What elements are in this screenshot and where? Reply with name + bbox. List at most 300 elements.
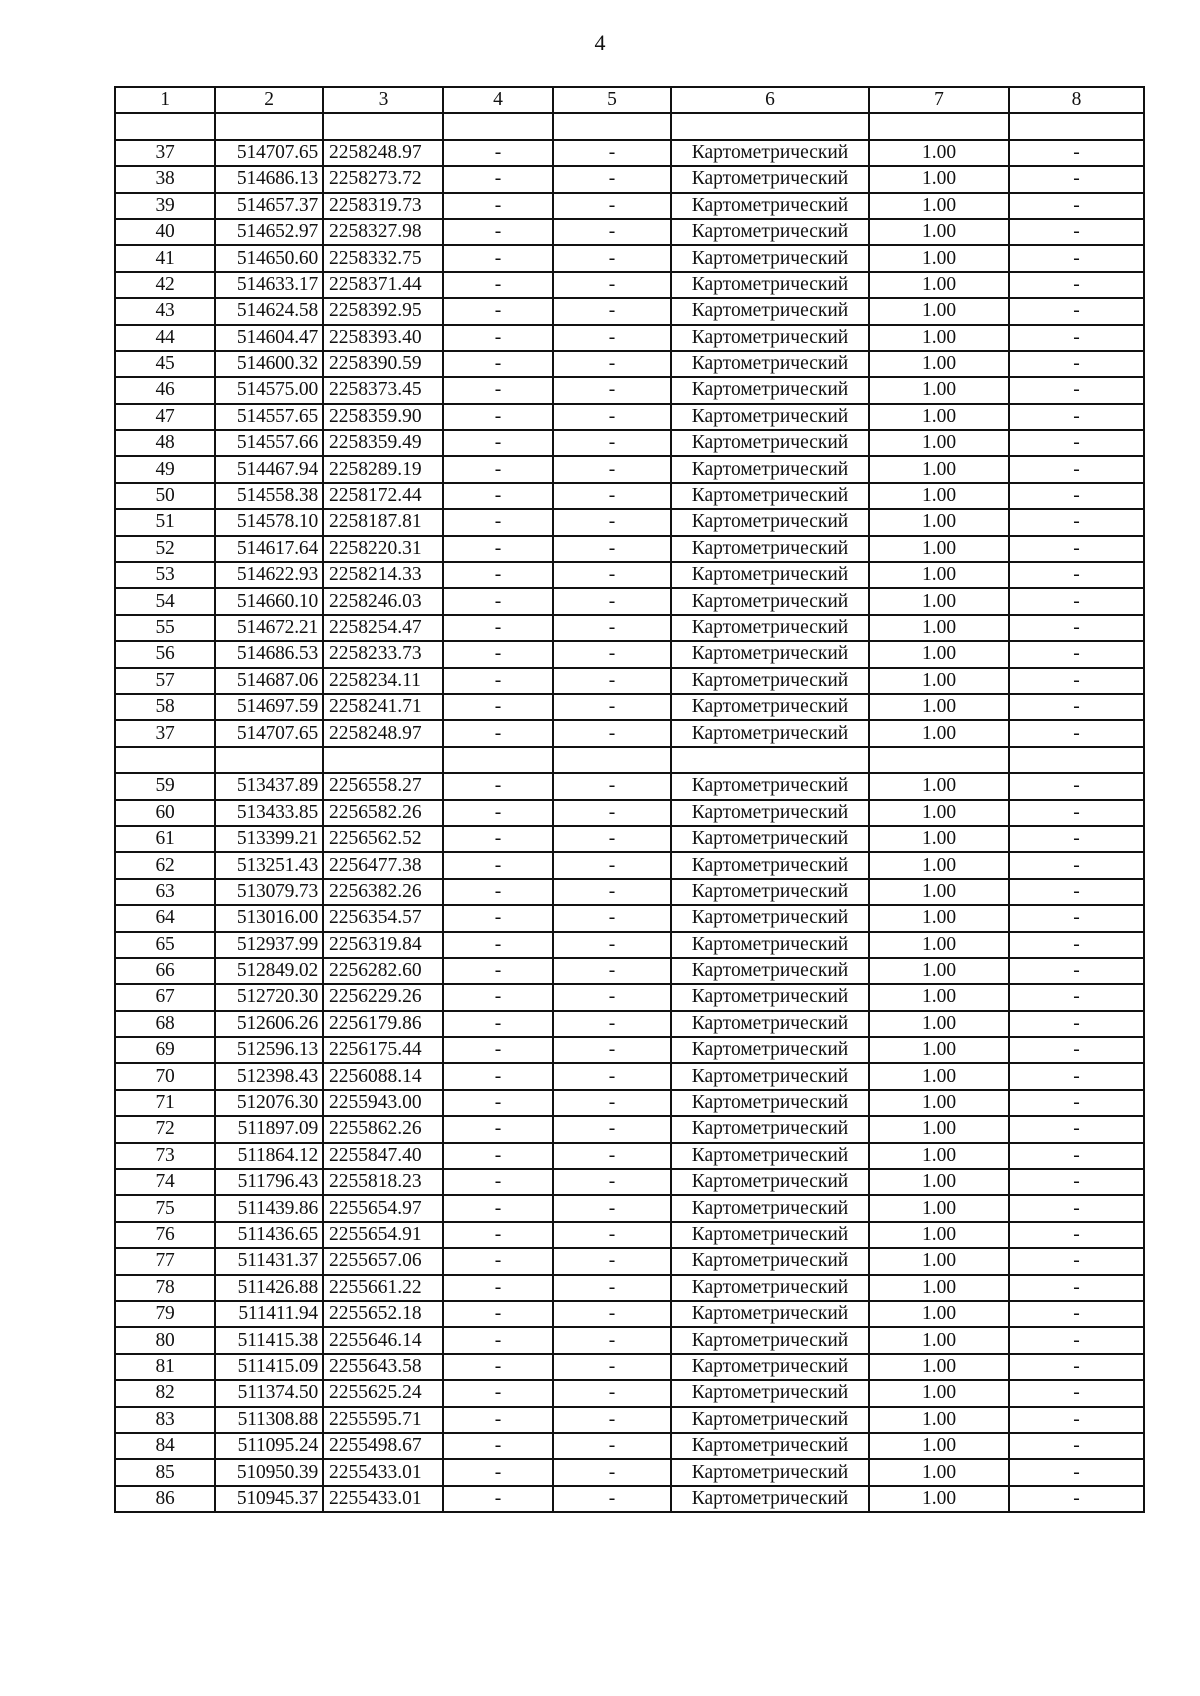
table-cell: - [443, 1063, 553, 1089]
table-cell: - [553, 140, 671, 166]
table-cell: - [443, 1301, 553, 1327]
table-cell: Картометрический [671, 536, 869, 562]
table-cell: - [443, 641, 553, 667]
table-cell: 62 [115, 852, 215, 878]
coordinates-table [114, 86, 1145, 1513]
table-cell: 2256354.57 [323, 905, 443, 931]
table-cell: 1.00 [869, 588, 1009, 614]
table-cell: 511095.24 [215, 1433, 323, 1459]
table-cell: 68 [115, 1011, 215, 1037]
table-cell: - [553, 1301, 671, 1327]
table-cell [323, 113, 443, 139]
table-cell: 514575.00 [215, 377, 323, 403]
table-cell: 1.00 [869, 852, 1009, 878]
table-cell: 511864.12 [215, 1143, 323, 1169]
table-cell: 513251.43 [215, 852, 323, 878]
table-cell: Картометрический [671, 325, 869, 351]
table-row [115, 536, 1144, 562]
table-cell: 1.00 [869, 483, 1009, 509]
table-cell: 514660.10 [215, 588, 323, 614]
table-cell: 2258327.98 [323, 219, 443, 245]
table-cell: 2256319.84 [323, 932, 443, 958]
table-cell: 74 [115, 1169, 215, 1195]
table-row [115, 641, 1144, 667]
table-cell: - [443, 166, 553, 192]
table-cell: 1.00 [869, 509, 1009, 535]
table-cell: 39 [115, 193, 215, 219]
column-header: 8 [1009, 87, 1144, 113]
table-cell: 85 [115, 1459, 215, 1485]
table-cell: 2256282.60 [323, 958, 443, 984]
table-cell: Картометрический [671, 456, 869, 482]
table-cell: 514707.65 [215, 720, 323, 746]
table-cell: 2255498.67 [323, 1433, 443, 1459]
table-cell: 41 [115, 245, 215, 271]
table-cell: 511426.88 [215, 1275, 323, 1301]
table-cell: Картометрический [671, 879, 869, 905]
table-cell: - [553, 1380, 671, 1406]
table-cell: - [553, 1011, 671, 1037]
table-cell: - [443, 1222, 553, 1248]
table-cell: - [443, 1116, 553, 1142]
table-cell: - [553, 958, 671, 984]
table-cell: - [443, 456, 553, 482]
table-cell: - [1009, 588, 1144, 614]
table-cell: 1.00 [869, 377, 1009, 403]
table-cell: - [1009, 483, 1144, 509]
table-row [115, 773, 1144, 799]
table-cell [215, 747, 323, 773]
table-cell: - [553, 1222, 671, 1248]
table-cell: 2258332.75 [323, 245, 443, 271]
table-cell: Картометрический [671, 588, 869, 614]
table-cell: 510950.39 [215, 1459, 323, 1485]
table-row [115, 826, 1144, 852]
table-cell: 512606.26 [215, 1011, 323, 1037]
table-row [115, 1433, 1144, 1459]
table-cell: 514687.06 [215, 668, 323, 694]
table-cell: Картометрический [671, 1195, 869, 1221]
table-cell: 514686.13 [215, 166, 323, 192]
table-cell: 1.00 [869, 430, 1009, 456]
table-cell: 67 [115, 984, 215, 1010]
table-cell: 2256477.38 [323, 852, 443, 878]
table-cell: - [1009, 852, 1144, 878]
table-cell: 54 [115, 588, 215, 614]
table-cell: - [553, 1327, 671, 1353]
table-row [115, 1169, 1144, 1195]
table-cell: Картометрический [671, 826, 869, 852]
table-cell [869, 747, 1009, 773]
table-cell: - [1009, 641, 1144, 667]
table-row [115, 298, 1144, 324]
table-cell: 1.00 [869, 351, 1009, 377]
table-cell: - [443, 1169, 553, 1195]
table-cell: - [443, 1037, 553, 1063]
table-cell: - [443, 325, 553, 351]
table-row [115, 932, 1144, 958]
table-cell: 511415.38 [215, 1327, 323, 1353]
table-cell: 2258359.90 [323, 404, 443, 430]
table-cell: 511436.65 [215, 1222, 323, 1248]
table-cell: - [553, 1459, 671, 1485]
table-row [115, 1459, 1144, 1485]
table-cell: 1.00 [869, 694, 1009, 720]
table-cell: 83 [115, 1407, 215, 1433]
table-cell: Картометрический [671, 694, 869, 720]
table-cell: - [553, 509, 671, 535]
table-cell: 511411.94 [215, 1301, 323, 1327]
table-cell: 44 [115, 325, 215, 351]
table-row [115, 1222, 1144, 1248]
table-cell: 1.00 [869, 1354, 1009, 1380]
table-cell: 77 [115, 1248, 215, 1274]
table-row [115, 483, 1144, 509]
table-cell: 51 [115, 509, 215, 535]
table-cell: - [553, 588, 671, 614]
table-cell: 2255657.06 [323, 1248, 443, 1274]
table-cell: 55 [115, 615, 215, 641]
table-cell: - [443, 298, 553, 324]
table-cell: - [553, 298, 671, 324]
table-cell: - [1009, 1275, 1144, 1301]
table-cell: - [443, 1433, 553, 1459]
table-cell: - [443, 826, 553, 852]
table-cell: 1.00 [869, 404, 1009, 430]
table-cell: 2256088.14 [323, 1063, 443, 1089]
table-cell: 1.00 [869, 140, 1009, 166]
table-cell: 1.00 [869, 325, 1009, 351]
table-cell: - [443, 1459, 553, 1485]
table-cell: 2255862.26 [323, 1116, 443, 1142]
table-row [115, 272, 1144, 298]
table-cell: 61 [115, 826, 215, 852]
table-cell: 1.00 [869, 641, 1009, 667]
table-row [115, 509, 1144, 535]
table-cell: 65 [115, 932, 215, 958]
table-cell: Картометрический [671, 1275, 869, 1301]
table-cell: Картометрический [671, 404, 869, 430]
table-row [115, 800, 1144, 826]
table-cell: 514624.58 [215, 298, 323, 324]
table-cell: 2258233.73 [323, 641, 443, 667]
table-cell: 37 [115, 140, 215, 166]
table-cell: - [1009, 272, 1144, 298]
table-cell: - [553, 1116, 671, 1142]
table-row [115, 140, 1144, 166]
table-cell: 514633.17 [215, 272, 323, 298]
table-cell: 1.00 [869, 1248, 1009, 1274]
table-cell: 38 [115, 166, 215, 192]
table-row [115, 1275, 1144, 1301]
table-cell: 2255646.14 [323, 1327, 443, 1353]
table-cell: Картометрический [671, 1354, 869, 1380]
table-cell: 1.00 [869, 166, 1009, 192]
table-cell: 1.00 [869, 272, 1009, 298]
table-cell: Картометрический [671, 720, 869, 746]
table-row [115, 1143, 1144, 1169]
table-row [115, 245, 1144, 271]
table-cell: 2258248.97 [323, 140, 443, 166]
table-cell: 513079.73 [215, 879, 323, 905]
table-row [115, 404, 1144, 430]
table-cell: - [1009, 1116, 1144, 1142]
table-cell: 512076.30 [215, 1090, 323, 1116]
table-row [115, 958, 1144, 984]
table-cell: - [1009, 193, 1144, 219]
table-cell: Картометрический [671, 905, 869, 931]
table-cell: - [1009, 430, 1144, 456]
table-cell: 510945.37 [215, 1486, 323, 1512]
table-cell: - [1009, 720, 1144, 746]
table-cell: 512398.43 [215, 1063, 323, 1089]
table-cell: Картометрический [671, 351, 869, 377]
table-cell: 2256562.52 [323, 826, 443, 852]
table-cell: - [553, 694, 671, 720]
table-row [115, 1486, 1144, 1512]
table-cell: 2255643.58 [323, 1354, 443, 1380]
table-cell: - [553, 1354, 671, 1380]
table-cell: 53 [115, 562, 215, 588]
table-cell: 82 [115, 1380, 215, 1406]
table-cell: 514652.97 [215, 219, 323, 245]
table-cell: 1.00 [869, 1195, 1009, 1221]
table-cell: 2255625.24 [323, 1380, 443, 1406]
table-cell: 60 [115, 800, 215, 826]
table-cell: - [443, 1090, 553, 1116]
table-cell: 513016.00 [215, 905, 323, 931]
table-cell: Картометрический [671, 430, 869, 456]
table-cell: - [553, 800, 671, 826]
table-cell: 514604.47 [215, 325, 323, 351]
column-header: 6 [671, 87, 869, 113]
table-cell: Картометрический [671, 1037, 869, 1063]
table-cell: - [553, 536, 671, 562]
table-cell: - [1009, 1143, 1144, 1169]
table-cell: 1.00 [869, 720, 1009, 746]
table-cell: Картометрический [671, 800, 869, 826]
table-cell: 1.00 [869, 984, 1009, 1010]
table-cell: - [1009, 694, 1144, 720]
table-cell [115, 113, 215, 139]
table-cell: - [1009, 1354, 1144, 1380]
table-cell: Картометрический [671, 140, 869, 166]
table-cell: 1.00 [869, 456, 1009, 482]
table-cell: 1.00 [869, 1116, 1009, 1142]
table-cell: - [443, 668, 553, 694]
table-cell: 514467.94 [215, 456, 323, 482]
table-header-row [115, 87, 1144, 113]
table-cell: - [553, 1407, 671, 1433]
table-cell: - [553, 641, 671, 667]
table-cell: - [443, 905, 553, 931]
table-cell: - [443, 404, 553, 430]
table-cell: - [1009, 1222, 1144, 1248]
table-cell: - [443, 958, 553, 984]
table-cell: 2258393.40 [323, 325, 443, 351]
table-cell: 1.00 [869, 562, 1009, 588]
table-cell [323, 747, 443, 773]
table-cell: - [553, 879, 671, 905]
table-cell: - [553, 272, 671, 298]
table-cell: Картометрический [671, 377, 869, 403]
table-cell: 50 [115, 483, 215, 509]
table-cell: 1.00 [869, 800, 1009, 826]
table-cell: 2255818.23 [323, 1169, 443, 1195]
table-cell: 81 [115, 1354, 215, 1380]
table-cell: 1.00 [869, 245, 1009, 271]
table-cell: 2255433.01 [323, 1486, 443, 1512]
table-cell: Картометрический [671, 641, 869, 667]
table-cell: 514617.64 [215, 536, 323, 562]
table-cell: - [443, 800, 553, 826]
table-cell: - [553, 905, 671, 931]
table-cell: - [443, 377, 553, 403]
table-cell: - [553, 404, 671, 430]
table-cell: 1.00 [869, 905, 1009, 931]
table-cell: 514686.53 [215, 641, 323, 667]
table-cell: - [443, 1011, 553, 1037]
table-cell: - [1009, 1407, 1144, 1433]
table-cell: - [553, 166, 671, 192]
column-header: 3 [323, 87, 443, 113]
table-cell: 1.00 [869, 958, 1009, 984]
table-cell: - [553, 1275, 671, 1301]
table-row [115, 1195, 1144, 1221]
table-cell [115, 747, 215, 773]
table-cell: Картометрический [671, 984, 869, 1010]
table-row [115, 1037, 1144, 1063]
table-cell: - [443, 272, 553, 298]
table-cell: 45 [115, 351, 215, 377]
table-cell: 511374.50 [215, 1380, 323, 1406]
table-cell: - [1009, 1327, 1144, 1353]
table-cell: - [1009, 1037, 1144, 1063]
table-cell: - [1009, 932, 1144, 958]
table-row [115, 1301, 1144, 1327]
table-cell: 1.00 [869, 1433, 1009, 1459]
table-row [115, 193, 1144, 219]
table-cell: - [1009, 325, 1144, 351]
table-cell: - [443, 509, 553, 535]
table-cell: 69 [115, 1037, 215, 1063]
table-cell: - [1009, 536, 1144, 562]
table-cell: 1.00 [869, 879, 1009, 905]
table-cell: - [1009, 1248, 1144, 1274]
table-cell: - [443, 1354, 553, 1380]
table-cell: 73 [115, 1143, 215, 1169]
table-cell: - [553, 1063, 671, 1089]
table-cell: - [443, 852, 553, 878]
table-cell: 513437.89 [215, 773, 323, 799]
table-cell: - [1009, 509, 1144, 535]
table-cell: Картометрический [671, 1222, 869, 1248]
table-row [115, 852, 1144, 878]
table-cell: - [1009, 166, 1144, 192]
table-cell: 511308.88 [215, 1407, 323, 1433]
table-cell: - [553, 1195, 671, 1221]
column-header: 4 [443, 87, 553, 113]
table-cell: 2256582.26 [323, 800, 443, 826]
table-cell: 80 [115, 1327, 215, 1353]
table-cell: 2255652.18 [323, 1301, 443, 1327]
table-cell: Картометрический [671, 1011, 869, 1037]
table-cell: 2258373.45 [323, 377, 443, 403]
table-cell: - [553, 773, 671, 799]
table-cell [869, 113, 1009, 139]
table-cell: 63 [115, 879, 215, 905]
table-cell: Картометрический [671, 1433, 869, 1459]
table-cell: - [443, 193, 553, 219]
table-cell: - [553, 932, 671, 958]
table-cell: Картометрический [671, 509, 869, 535]
table-cell: - [1009, 351, 1144, 377]
table-cell: Картометрический [671, 562, 869, 588]
table-cell: - [553, 1143, 671, 1169]
table-cell: 1.00 [869, 932, 1009, 958]
table-cell: 2258241.71 [323, 694, 443, 720]
table-cell: - [443, 1275, 553, 1301]
table-cell: 1.00 [869, 1380, 1009, 1406]
table-cell: - [553, 852, 671, 878]
table-cell: 1.00 [869, 1301, 1009, 1327]
table-row [115, 1011, 1144, 1037]
table-cell: 1.00 [869, 219, 1009, 245]
table-cell: - [443, 1407, 553, 1433]
table-cell: Картометрический [671, 1090, 869, 1116]
table-cell: - [1009, 1063, 1144, 1089]
table-cell: 2255847.40 [323, 1143, 443, 1169]
table-cell: 1.00 [869, 615, 1009, 641]
table-cell: 514697.59 [215, 694, 323, 720]
table-cell: 78 [115, 1275, 215, 1301]
table-cell: - [553, 483, 671, 509]
table-cell: 2255654.91 [323, 1222, 443, 1248]
table-cell: - [553, 826, 671, 852]
table-cell: 514558.38 [215, 483, 323, 509]
table-cell: 2258246.03 [323, 588, 443, 614]
table-cell: 57 [115, 668, 215, 694]
table-cell: 513433.85 [215, 800, 323, 826]
table-cell: Картометрический [671, 1459, 869, 1485]
table-cell: - [1009, 140, 1144, 166]
table-cell: Картометрический [671, 852, 869, 878]
table-cell: Картометрический [671, 193, 869, 219]
table-cell: 66 [115, 958, 215, 984]
table-row [115, 1248, 1144, 1274]
table-row [115, 615, 1144, 641]
table-cell: 64 [115, 905, 215, 931]
table-cell: - [443, 1380, 553, 1406]
table-cell: - [443, 536, 553, 562]
table-cell: - [1009, 958, 1144, 984]
table-cell: 1.00 [869, 536, 1009, 562]
table-row [115, 1327, 1144, 1353]
table-cell: 42 [115, 272, 215, 298]
table-cell: 512596.13 [215, 1037, 323, 1063]
table-cell: - [1009, 1011, 1144, 1037]
table-cell: 1.00 [869, 1011, 1009, 1037]
table-cell: - [553, 377, 671, 403]
table-cell: - [443, 773, 553, 799]
table-cell: 514672.21 [215, 615, 323, 641]
table-cell: 512937.99 [215, 932, 323, 958]
table-cell: - [553, 562, 671, 588]
table-cell: - [1009, 1433, 1144, 1459]
table-cell: 512849.02 [215, 958, 323, 984]
table-cell: - [443, 245, 553, 271]
table-cell: - [1009, 1486, 1144, 1512]
